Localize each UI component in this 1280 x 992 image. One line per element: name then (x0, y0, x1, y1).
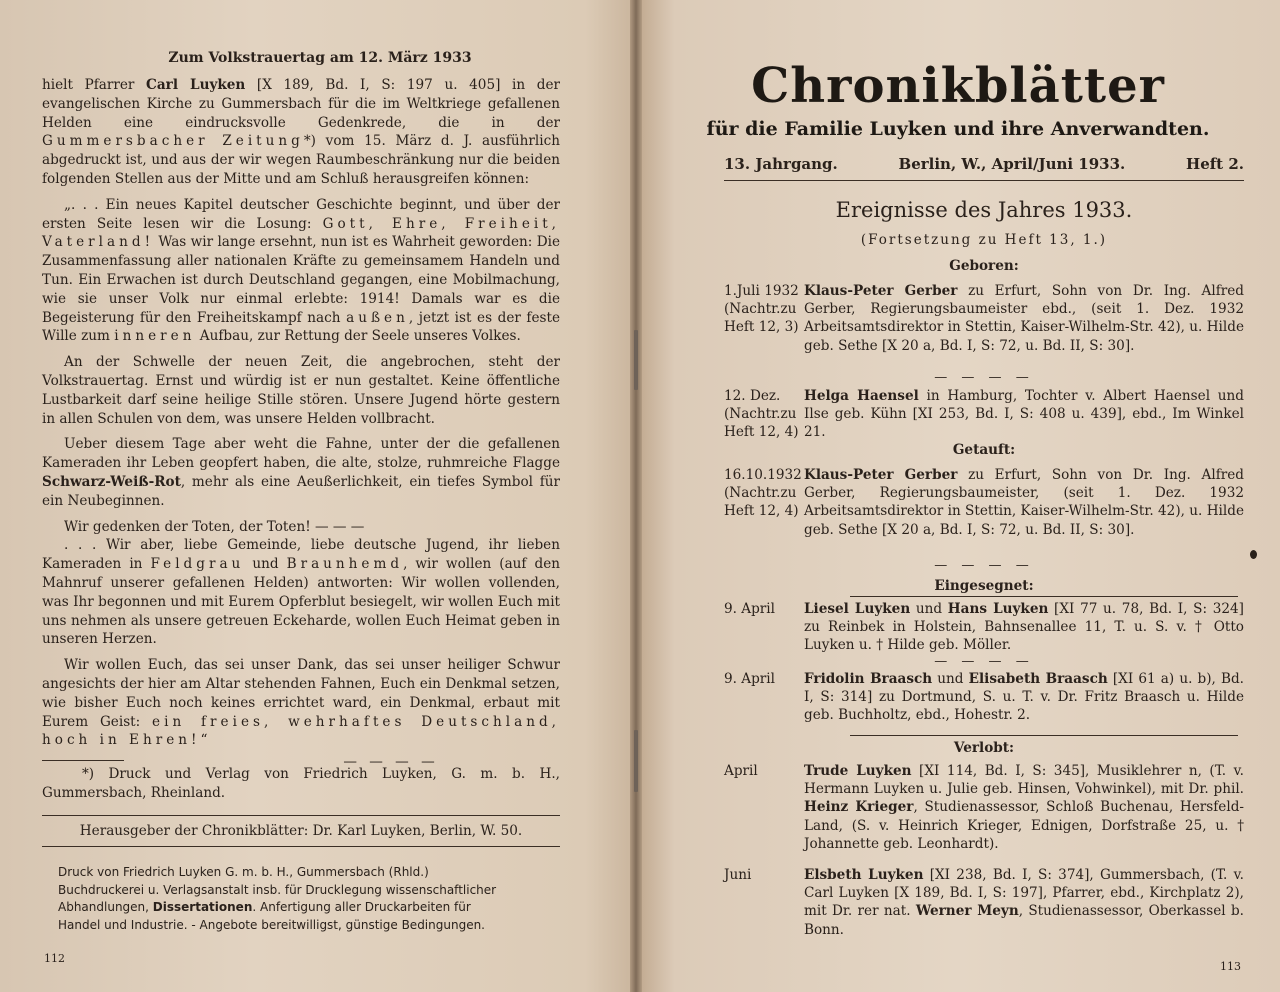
entry-text (804, 670, 1244, 725)
ink-spot (1250, 550, 1257, 559)
continuation-note (724, 232, 1244, 248)
entry-date: 1.Juli 1932 (Nachtr.zu Heft 12, 3) (724, 283, 799, 336)
book-gutter (630, 0, 642, 992)
quote1-aussen: außen (346, 309, 409, 326)
right-page-number: 113 (1220, 960, 1241, 973)
intro-text-3: *) vom 15. März d. J. ausführlich abgedruckt ist, und aus der wir wegen Raumbeschränkung nur die beiden folgenden Stellen aus der Mitte und am Schluß herausgreifen können: (42, 133, 560, 187)
quote1-c: , jetzt ist es der feste Wille zum (42, 309, 560, 345)
quote1-b: Was wir lange ersehnt, nun ist es Wahrheit geworden: Die Zusammenfassung aller nationalen Kräfte zu gemeinsamem Handeln und Tun. Ein Erwachen ist durch Deutschland gegangen, eine Mobilmachung, wie sie unser Volk nur einmal erlebte: 1914! Damals war es die Begeisterung für den Freiheitskampf nach (42, 234, 560, 326)
list-item (724, 387, 1244, 442)
entry-body: [XI 238, Bd. I, S: 374], Gummersbach, (T. v. Carl Luyken [X 189, Bd. I, S: 197], Pfarrer, ebd., Kirchplatz 2), mit Dr. rer nat. (804, 867, 1244, 920)
issue-rule (724, 180, 1244, 181)
separator: — — — — (934, 654, 1034, 669)
entry-name: Elsbeth Luyken (804, 867, 924, 883)
list-item (724, 282, 1244, 355)
left-page (0, 0, 636, 992)
footnote-rule (42, 760, 124, 761)
continuation-text: (Fortsetzung zu Heft 13, 1.) (860, 232, 1108, 248)
subheading-engaged: Verlobt: (953, 740, 1015, 756)
entry-date: Juni (724, 867, 752, 883)
entry-name: Klaus-Peter Gerber (804, 467, 958, 483)
entry-body: [XI 61 a) u. b), Bd. I, S: 314] zu Dortmund, S. u. T. v. Dr. Fritz Braasch u. Hilde geb. Buchholtz, ebd., Hohestr. 2. (804, 671, 1244, 724)
quote5-a: . . . Wir aber, liebe Gemeinde, liebe deutsche Jugend, ihr lieben Kameraden in (42, 537, 560, 573)
list-item (724, 762, 1244, 853)
newspaper-name: Gummersbacher Zeitung (42, 133, 304, 150)
entry-name: Fridolin Braasch (804, 671, 933, 687)
entry-text (804, 866, 1244, 939)
entry-text (804, 282, 1244, 355)
list-item (724, 600, 1244, 655)
imprint-line-1: Druck von Friedrich Luyken G. m. b. H., Gummersbach (Rhld.) (58, 865, 429, 879)
entry-body: in Hamburg, Tochter v. Albert Haensel und Ilse geb. Kühn [XI 253, Bd. I, S: 408 u. 439], ebd., Im Winkel 21. (804, 388, 1244, 441)
intro-text-2: [X 189, Bd. I, S: 197 u. 405] in der evangelischen Kirche zu Gummersbach für die im Weltkriege gefallenen Helden eine eindrucksvolle Gedenkrede, die in der (42, 77, 560, 131)
entry-name: Klaus-Peter Gerber (804, 283, 958, 299)
footnote: *) Druck und Verlag von Friedrich Luyken, G. m. b. H., Gummersbach, Rheinland. (42, 766, 560, 801)
entry-name: Liesel Luyken (804, 601, 911, 617)
dash-separator: — — — — (343, 754, 439, 771)
printer-imprint (58, 864, 568, 934)
entry-connector: und (910, 601, 948, 617)
imprint-line-3a: Abhandlungen, (58, 900, 153, 915)
entry-body: zu Erfurt, Sohn von Dr. Ing. Alfred Gerber, Regierungsbaumeister, (seit 1. Dez. 1932 Arbeitsamtsdirektor in Stettin, Kaiser-Wilhelm-Str. 42), u. Hilde geb. Sethe [X 20 a, Bd. I, S: 72, u. Bd. II, S: 30]. (804, 467, 1244, 538)
quote-paragraph-4: Wir gedenken der Toten, der Toten! — — — (64, 518, 365, 535)
entry-text (804, 600, 1244, 655)
entry-body-2: , Studienassessor, Oberkassel b. Bonn. (804, 903, 1244, 938)
issue-place-date: Berlin, W., April/Juni 1933. (898, 155, 1126, 173)
left-page-number: 112 (44, 952, 65, 965)
issue-year: 13. Jahrgang. (724, 155, 838, 173)
quote6-motto: ein freies, wehrhaftes Deutschland, hoch in Ehren! (42, 713, 560, 749)
quote-paragraph-2: An der Schwelle der neuen Zeit, die angebrochen, steht der Volkstrauertag. Ernst und würdig ist er nun gestaltet. Keine öffentliche Lustbarkeit darf seine heilige Stille stören. Unsere Jugend hörte gestern in allen Schulen von dem, was unsere Helden vollbracht. (42, 354, 560, 427)
quote1-d: Aufbau, zur Rettung der Seele unseres Volkes. (195, 328, 521, 345)
imprint-line-4: Handel und Industrie. - Angebote bereitwilligst, günstige Bedingungen. (58, 917, 485, 932)
staple (634, 330, 638, 390)
intro-paragraph (42, 76, 560, 189)
quote-paragraph-3 (42, 435, 560, 510)
quote-paragraph-6 (42, 656, 560, 750)
separator: — — — — (934, 370, 1034, 385)
imprint-line-3c: . Anfertigung aller Druckarbeiten für (252, 900, 471, 915)
staple (634, 730, 638, 792)
quote1-inneren: inneren (114, 328, 196, 345)
section-rule (850, 735, 1238, 736)
list-item (724, 670, 1244, 725)
subheading-confirmed: Eingesegnet: (934, 578, 1034, 594)
quote5-braunhemd: Braunhemd (286, 556, 404, 573)
quote-paragraph-1 (42, 196, 560, 346)
left-page-body (42, 76, 560, 776)
intro-text-1: hielt Pfarrer (42, 77, 147, 93)
list-item (724, 866, 1244, 939)
editor-line: Herausgeber der Chronikblätter: Dr. Karl Luyken, Berlin, W. 50. (42, 815, 560, 847)
subheading-rule (850, 596, 1238, 597)
entry-name: Trude Luyken (804, 763, 912, 779)
entry-body-2: , Studienassessor, Schloß Buchenau, Hersfeld-Land, (S. v. Heinrich Krieger, Ednigen, Dorfstraße 25, u. † Johannette geb. Leonhardt). (804, 799, 1244, 852)
entry-date: 9. April (724, 671, 776, 687)
right-page (636, 0, 1280, 992)
journal-subtitle: für die Familie Luyken und ihre Anverwandten. (706, 118, 1210, 140)
imprint-line-2: Buchdruckerei u. Verlagsanstalt insb. für Drucklegung wissenschaftlicher (58, 882, 497, 897)
subheading-born: Geboren: (949, 258, 1019, 274)
pastor-name: Carl Luyken (146, 77, 246, 93)
entry-body: zu Erfurt, Sohn von Dr. Ing. Alfred Gerber, Regierungsbaumeister ebd., (seit 1. Dez. 1932 Arbeitsamtsdirektor in Stettin, Kaiser-Wilhelm-Str. 42), u. Hilde geb. Sethe [X 20 a, Bd. I, S: 72, u. Bd. II, S: 30]. (804, 283, 1244, 354)
quote5-c: , wir wollen (auf den Mahnruf unserer gefallenen Helden) antworten: Wir wollen vollenden, was Ihr begonnen und mit Eurem Opferblut besiegelt, wir wollen Euch mit uns nehmen als unsere getreuen Eckeharde, wollen Euch Heimat geben in unseren Herzen. (42, 556, 560, 648)
quote3-b: , mehr als eine Aeußerlichkeit, ein tiefes Symbol für ein Neubeginnen. (42, 473, 560, 509)
entry-text (804, 466, 1244, 539)
quote3-flag: Schwarz-Weiß-Rot (42, 473, 181, 490)
quote1-a: „. . . Ein neues Kapitel deutscher Geschichte beginnt, und über der ersten Seite lesen wir die Losung: (42, 196, 560, 232)
entry-date: 9. April (724, 601, 776, 617)
left-page-heading: Zum Volkstrauertag am 12. März 1933 (168, 50, 472, 66)
separator: — — — — (934, 558, 1034, 573)
issue-line (724, 155, 1244, 173)
entry-name-2: Hans Luyken (947, 601, 1049, 617)
imprint-line-3 (58, 899, 568, 917)
list-item (724, 466, 1244, 539)
entry-body: [XI 114, Bd. I, S: 345], Musiklehrer n, (T. v. Hermann Luyken u. Julie geb. Hinsen, Vohwinkel), mit Dr. phil. (804, 763, 1244, 798)
quote5-feldgrau: Feldgrau (150, 556, 245, 573)
entry-date: 12. Dez. (Nachtr.zu Heft 12, 4) (724, 388, 799, 441)
quote1-motto: Gott, Ehre, Freiheit, Vaterland! (42, 215, 560, 251)
entry-body: [XI 77 u. 78, Bd. I, S: 324] zu Reinbek in Holstein, Bahnsenallee 11, T. u. S. v. † Otto Luyken u. † Hilde geb. Möller. (804, 601, 1244, 654)
imprint-dissertationen: Dissertationen (152, 900, 253, 915)
entry-name: Helga Haensel (804, 388, 919, 404)
quote6-b: “ (200, 732, 208, 749)
subheading-baptized: Getauft: (952, 442, 1016, 458)
entry-text (804, 762, 1244, 853)
journal-title: Chronikblätter (751, 58, 1165, 114)
entry-date: 16.10.1932 (Nachtr.zu Heft 12, 4) (724, 467, 802, 520)
entry-name-2: Werner Meyn (915, 903, 1019, 920)
entry-name-2: Elisabeth Braasch (968, 671, 1108, 687)
section-title: Ereignisse des Jahres 1933. (835, 198, 1133, 222)
entry-text (804, 387, 1244, 442)
quote-paragraph-5 (42, 536, 560, 649)
issue-number: Heft 2. (1186, 155, 1244, 173)
quote5-b: und (244, 556, 287, 573)
entry-connector: und (932, 671, 969, 687)
entry-date: April (724, 763, 758, 779)
quote3-a: Ueber diesem Tage aber weht die Fahne, unter der die gefallenen Kameraden ihr Leben geopfert haben, die alte, stolze, ruhmreiche Flagge (42, 436, 560, 472)
quote6-a: Wir wollen Euch, das sei unser Dank, das sei unser heiliger Schwur angesichts der hier am Altar stehenden Fahnen, Euch ein Denkmal setzen, wie bisher Euch noch keines errichtet ward, ein Denkmal, erbaut mit Eurem Geist: (42, 657, 560, 730)
entry-name-2: Heinz Krieger (804, 799, 914, 816)
